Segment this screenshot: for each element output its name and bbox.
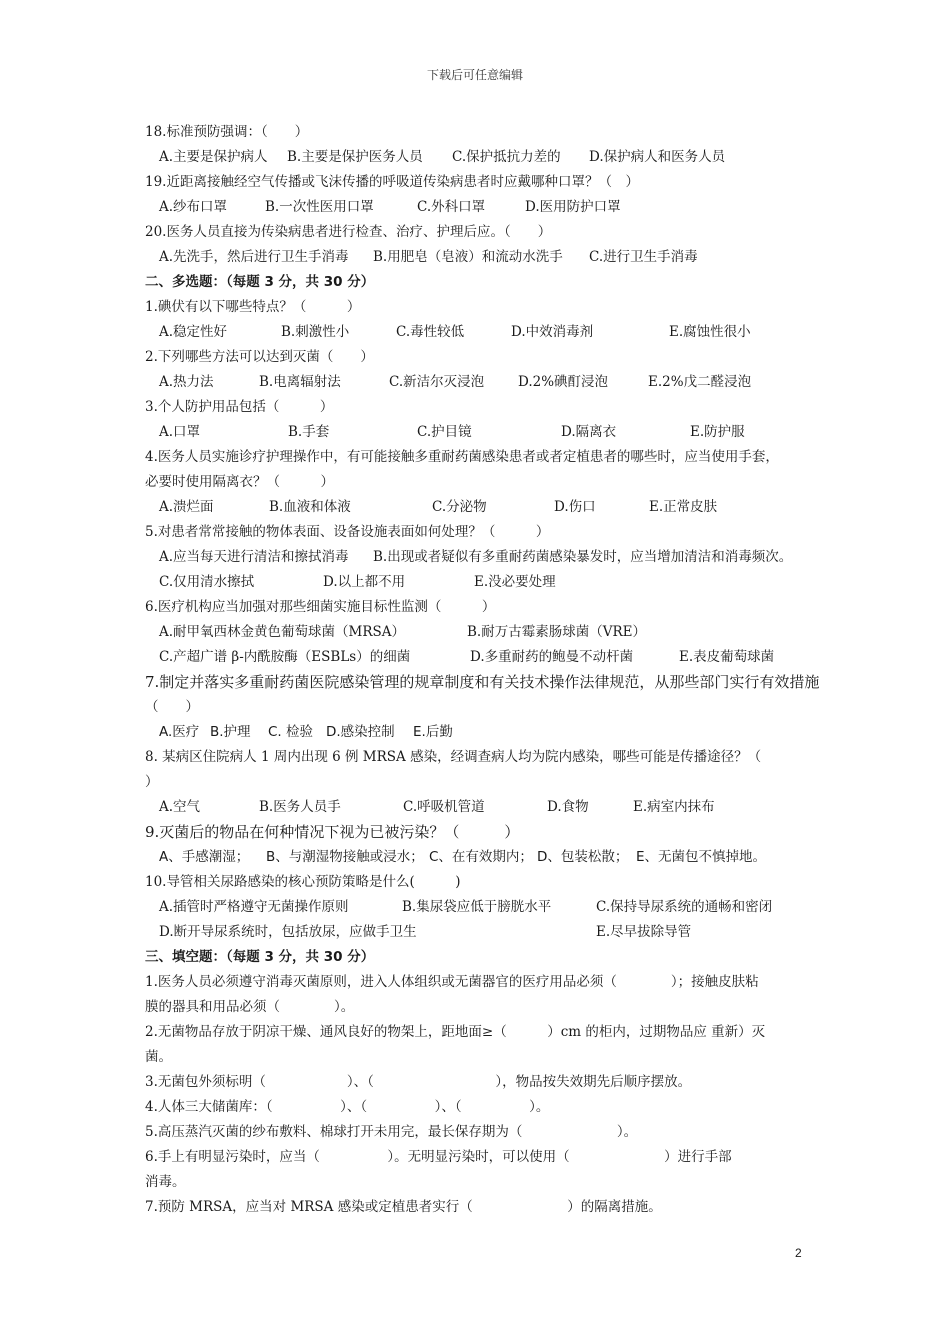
question-text: 5.高压蒸汽灭菌的纱布敷料、棉球打开未用完，最长保存期为（ ）。	[145, 1124, 638, 1140]
fill-item-3	[145, 1070, 815, 1095]
option: C.毒性较低	[396, 324, 465, 340]
option-line	[145, 370, 815, 395]
option: D.医用防护口罩	[525, 199, 621, 215]
option: A.耐甲氧西林金黄色葡萄球菌（MRSA）	[159, 624, 406, 640]
option: C.保护抵抗力差的	[452, 149, 561, 165]
option-line	[145, 645, 815, 670]
question-text: 消毒。	[145, 1174, 186, 1190]
option: C.进行卫生手消毒	[589, 249, 698, 265]
option: D.以上都不用	[323, 574, 406, 590]
question-text: （ ）	[145, 699, 199, 715]
mc-question-2	[145, 345, 815, 395]
option: C、在有效期内；	[429, 849, 533, 865]
option: C.产超广谱 β-内酰胺酶（ESBLs）的细菌	[159, 649, 411, 665]
question-text: 7.制定并落实多重耐药菌医院感染管理的规章制度和有关技术操作法律规范，从那些部门实行有效措施	[145, 673, 820, 691]
fill-item-7	[145, 1195, 815, 1220]
option-line	[145, 495, 815, 520]
option: B.护理	[210, 724, 251, 740]
option: D.伤口	[554, 499, 596, 515]
mc-question-6	[145, 595, 815, 670]
question-text: 4.医务人员实施诊疗护理操作中，有可能接触多重耐药菌感染患者或者定植患者的哪些时，应当使用手套，	[145, 449, 779, 465]
single-choice-q19	[145, 170, 815, 220]
option: D、包装松散；	[537, 849, 629, 865]
option: D.多重耐药的鲍曼不动杆菌	[470, 649, 634, 665]
option-line	[145, 420, 815, 445]
option: B.血液和体液	[269, 499, 351, 515]
question-text: 1.医务人员必须遵守消毒灭菌原则，进入人体组织或无菌器官的医疗用品必须（ ）；接触皮肤粘	[145, 974, 759, 990]
single-choice-q20	[145, 220, 815, 270]
option: D.2%碘酊浸泡	[518, 374, 609, 390]
option: A.医疗	[159, 724, 200, 740]
mc-question-8	[145, 745, 815, 820]
option: E.2%戊二醛浸泡	[648, 374, 752, 390]
mc-question-7	[145, 670, 820, 745]
option-line	[145, 620, 815, 645]
option: E.病室内抹布	[633, 799, 715, 815]
exam-content	[145, 120, 820, 1220]
option: C.护目镜	[417, 424, 472, 440]
fill-item-6	[145, 1145, 815, 1195]
mc-question-5	[145, 520, 815, 595]
option: B.手套	[288, 424, 330, 440]
fill-item-5	[145, 1120, 815, 1145]
question-text: 8. 某病区住院病人 1 周内出现 6 例 MRSA 感染，经调查病人均为院内感染，哪些可能是传播途径？（	[145, 749, 762, 765]
option: B.耐万古霉素肠球菌（VRE）	[467, 624, 646, 640]
option-line	[145, 195, 815, 220]
option: A.纱布口罩	[159, 199, 228, 215]
option: A.口罩	[159, 424, 201, 440]
option: B.集尿袋应低于膀胱水平	[402, 899, 552, 915]
option-line	[145, 545, 815, 570]
option: E.没必要处理	[474, 574, 556, 590]
option: D.隔离衣	[561, 424, 617, 440]
question-text: 3.个人防护用品包括（ ）	[145, 399, 334, 415]
option: A.应当每天进行清洁和擦拭消毒	[159, 549, 349, 565]
mc-question-1	[145, 295, 815, 345]
mc-question-3	[145, 395, 815, 445]
fill-item-1	[145, 970, 815, 1020]
option: B.电离辐射法	[259, 374, 341, 390]
option-line	[145, 145, 815, 170]
option: E.正常皮肤	[649, 499, 718, 515]
option: E.尽早拔除导管	[596, 924, 692, 940]
question-text: 10.导管相关尿路感染的核心预防策略是什么( )	[145, 874, 461, 890]
option: C.新洁尔灭浸泡	[389, 374, 485, 390]
option-line	[145, 795, 815, 820]
question-text: 3.无菌包外须标明（ ）、（ ），物品按失效期先后顺序摆放。	[145, 1074, 692, 1090]
option-line	[145, 570, 815, 595]
option: E.防护服	[690, 424, 745, 440]
option: E.腐蚀性很小	[669, 324, 751, 340]
fill-item-4	[145, 1095, 815, 1120]
option: B.医务人员手	[259, 799, 341, 815]
mc-question-4	[145, 445, 815, 520]
option: C.呼吸机管道	[403, 799, 485, 815]
option: D.食物	[547, 799, 589, 815]
option-line	[145, 895, 815, 920]
question-text: 5.对患者常常接触的物体表面、设备设施表面如何处理？（ ）	[145, 524, 550, 540]
option: B.主要是保护医务人员	[287, 149, 423, 165]
option: A.空气	[159, 799, 201, 815]
option-line	[145, 320, 815, 345]
option: B.出现或者疑似有多重耐药菌感染暴发时，应当增加清洁和消毒频次。	[373, 549, 793, 565]
option: C.仅用清水擦拭	[159, 574, 255, 590]
question-text: 2.无菌物品存放于阴凉干燥、通风良好的物架上，距地面≥（ ）cm 的柜内，过期物品应 重新）灭	[145, 1024, 766, 1040]
option: A、手感潮湿；	[159, 849, 250, 865]
option: A.稳定性好	[159, 324, 228, 340]
option: B.一次性医用口罩	[265, 199, 374, 215]
question-text: 必要时使用隔离衣？（ ）	[145, 474, 334, 490]
option-line	[145, 720, 815, 745]
question-text: 6.手上有明显污染时，应当（ ）。无明显污染时，可以使用（ ）进行手部	[145, 1149, 732, 1165]
question-text: 20.医务人员直接为传染病患者进行检查、治疗、护理后应。（ ）	[145, 224, 552, 240]
page-number: 2	[795, 1246, 802, 1260]
option: D.感染控制	[326, 724, 395, 740]
option: D.中效消毒剂	[511, 324, 594, 340]
option: A.溃烂面	[159, 499, 214, 515]
question-text: 6.医疗机构应当加强对那些细菌实施目标性监测（ ）	[145, 599, 496, 615]
question-text: 菌。	[145, 1049, 172, 1065]
question-text: 1.碘伏有以下哪些特点？（ ）	[145, 299, 361, 315]
option: B、与潮湿物接触或浸水；	[266, 849, 424, 865]
option: E、无菌包不慎掉地。	[636, 849, 767, 865]
option: C.外科口罩	[417, 199, 486, 215]
option: D.断开导尿系统时，包括放尿，应做手卫生	[159, 924, 417, 940]
mc-question-9	[145, 820, 815, 870]
option: C.保持导尿系统的通畅和密闭	[596, 899, 773, 915]
option-line	[145, 245, 815, 270]
option: C.分泌物	[432, 499, 487, 515]
option: A.先洗手，然后进行卫生手消毒	[159, 249, 349, 265]
section-title-multiple-choice: 二、多选题：（每题 3 分，共 30 分）	[145, 274, 375, 290]
option: E.后勤	[413, 724, 453, 740]
question-text: 7.预防 MRSA，应当对 MRSA 感染或定植患者实行（ ）的隔离措施。	[145, 1199, 662, 1215]
option: D.保护病人和医务人员	[589, 149, 726, 165]
single-choice-q18	[145, 120, 815, 170]
section-title-fill-in: 三、填空题：（每题 3 分，共 30 分）	[145, 949, 375, 965]
question-text: 9.灭菌后的物品在何种情况下视为已被污染？（ ）	[145, 823, 520, 841]
option: B.刺激性小	[281, 324, 350, 340]
header-note: 下载后可任意编辑	[426, 68, 523, 82]
question-text: 19.近距离接触经空气传播或飞沫传播的呼吸道传染病患者时应戴哪种口罩？（ ）	[145, 174, 639, 190]
mc-question-10	[145, 870, 815, 945]
question-text: 18.标准预防强调：（ ）	[145, 124, 309, 140]
option: B.用肥皂（皂液）和流动水洗手	[373, 249, 563, 265]
question-text: 膜的器具和用品必须（ ）。	[145, 999, 355, 1015]
question-text: 2.下列哪些方法可以达到灭菌（ ）	[145, 349, 374, 365]
option-line	[145, 845, 815, 870]
question-text: ）	[145, 774, 159, 790]
question-text: 4.人体三大储菌库：（ ）、（ ）、（ ）。	[145, 1099, 550, 1115]
option-line	[145, 920, 815, 945]
option: A.主要是保护病人	[159, 149, 268, 165]
option: A.热力法	[159, 374, 214, 390]
option: A.插管时严格遵守无菌操作原则	[159, 899, 349, 915]
option: E.表皮葡萄球菌	[679, 649, 775, 665]
option: C. 检验	[268, 724, 314, 740]
fill-item-2	[145, 1020, 815, 1070]
